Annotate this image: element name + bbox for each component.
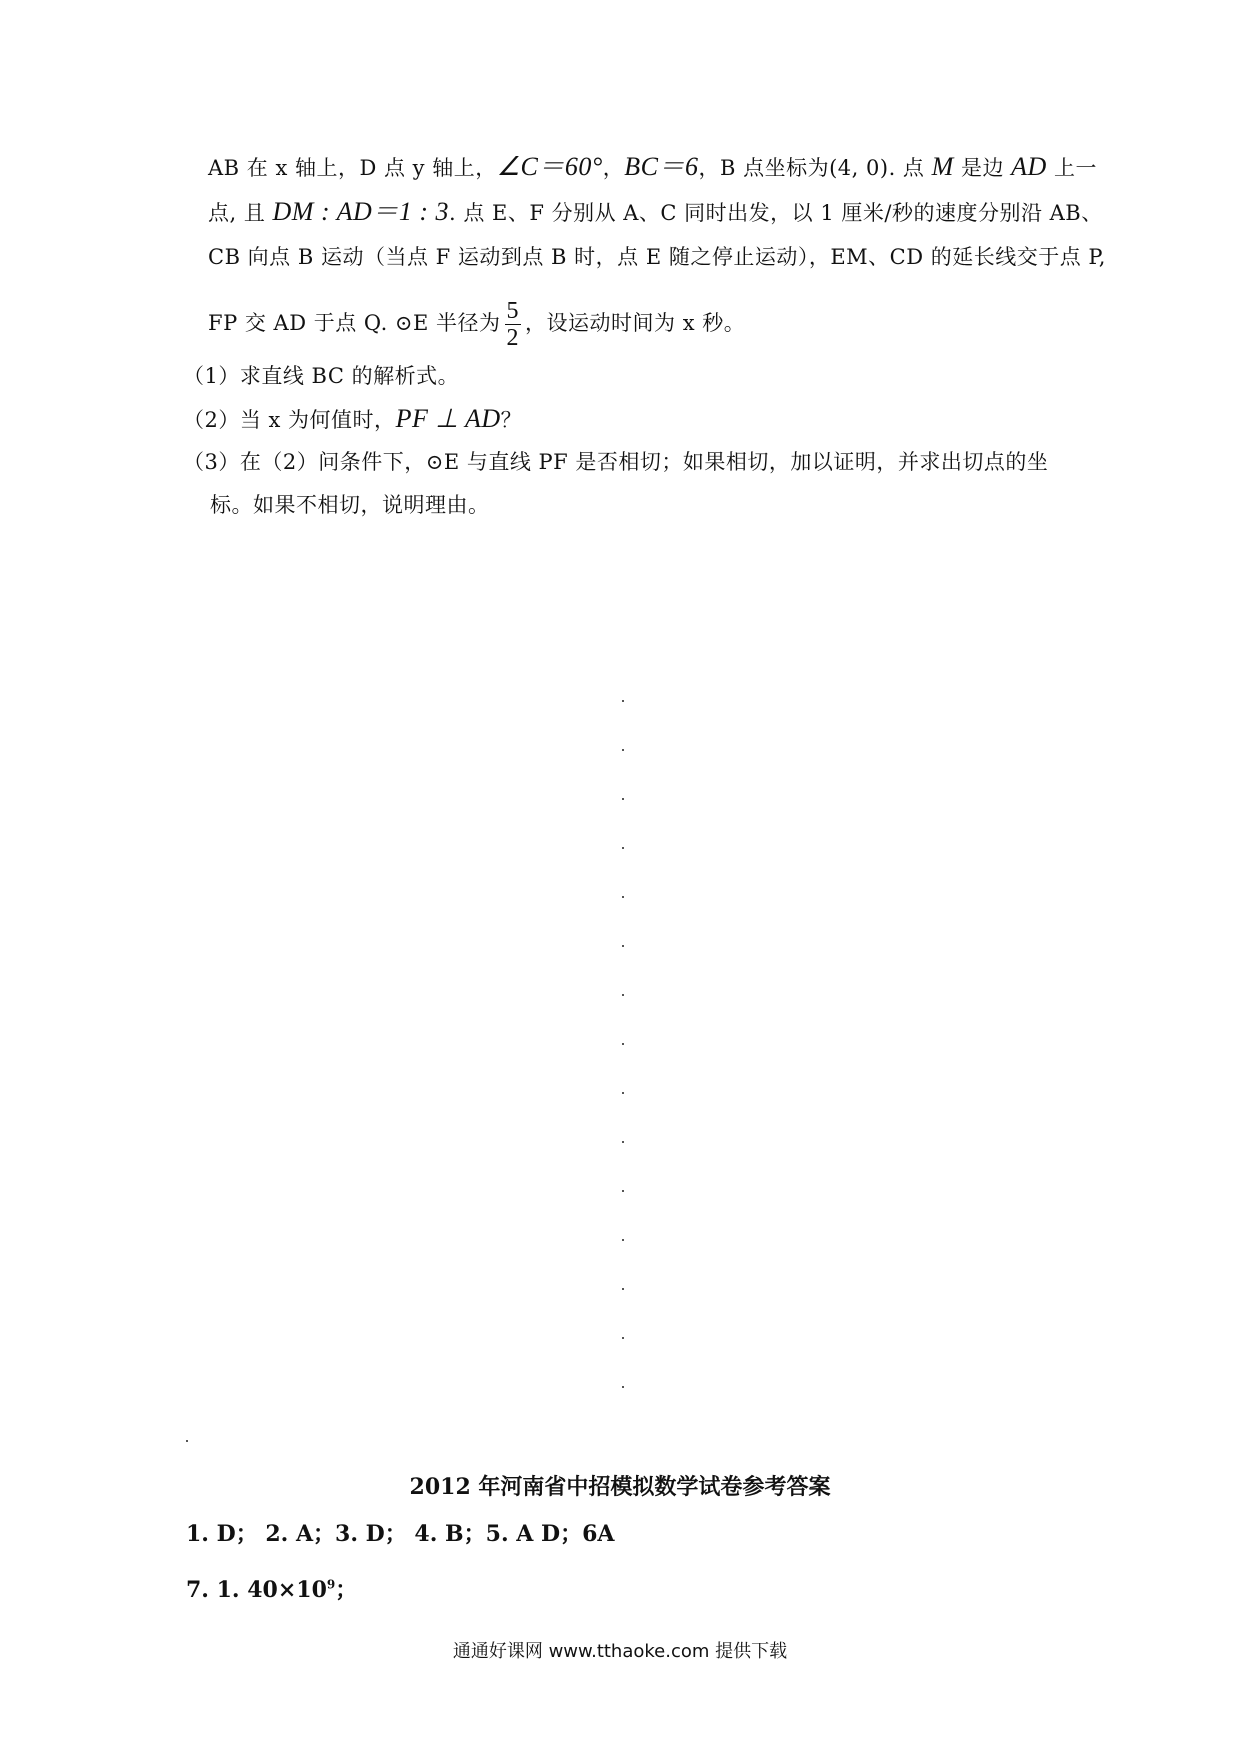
divider-dot xyxy=(622,1190,624,1192)
text: 7. 1. 40×10 xyxy=(186,1577,327,1603)
fraction xyxy=(505,298,522,351)
divider-dot xyxy=(622,798,624,800)
divider-dot xyxy=(622,847,624,849)
text: ，设运动时间为 x 秒。 xyxy=(525,311,746,335)
text: （2）当 x 为何值时， xyxy=(183,408,396,432)
question-1: （1）求直线 BC 的解析式。 xyxy=(183,364,460,388)
divider-dot xyxy=(622,1288,624,1290)
math-bc: BC＝6 xyxy=(624,152,699,181)
problem-line-4 xyxy=(208,298,745,351)
answer-row-2 xyxy=(186,1573,357,1604)
divider-dot xyxy=(622,1386,624,1388)
math-angle-c: ∠C＝60° xyxy=(496,152,603,181)
fraction-numerator: 5 xyxy=(506,298,520,324)
text: AB 在 x 轴上，D 点 y 轴上， xyxy=(208,156,497,180)
stray-mark xyxy=(186,1440,188,1442)
math-ratio: DM : AD＝1 : 3 xyxy=(272,197,449,226)
text: ，B 点坐标为(4, 0). 点 xyxy=(698,156,932,180)
text: FP 交 AD 于点 Q. ⊙E 半径为 xyxy=(208,311,501,335)
text: ， xyxy=(602,156,625,180)
text: ； xyxy=(335,1577,358,1603)
answer-row-1: 1. D； 2. A；3. D； 4. B；5. A D；6A xyxy=(186,1521,615,1547)
text: 是边 xyxy=(953,156,1012,180)
footer-credit: 通通好课网 www.tthaoke.com 提供下载 xyxy=(452,1641,788,1662)
divider-dot xyxy=(622,1239,624,1241)
problem-line-3: CB 向点 B 运动（当点 F 运动到点 B 时，点 E 随之停止运动），EM、CD 的延长线交于点 P, xyxy=(208,245,1106,269)
question-3-line-2: 标。如果不相切，说明理由。 xyxy=(210,493,490,517)
answer-key-title: 2012 年河南省中招模拟数学试卷参考答案 xyxy=(409,1474,831,1500)
text: 点, 且 xyxy=(208,201,273,225)
divider-dot xyxy=(622,1043,624,1045)
divider-dot xyxy=(622,1092,624,1094)
divider-dot xyxy=(622,1141,624,1143)
text: . 点 E、F 分别从 A、C 同时出发，以 1 厘米/秒的速度分别沿 AB、 xyxy=(448,201,1103,225)
divider-dot xyxy=(622,945,624,947)
divider-dot xyxy=(622,749,624,751)
math-m: M xyxy=(931,152,954,181)
text: 上一 xyxy=(1046,156,1097,180)
divider-dot xyxy=(622,994,624,996)
divider-dot xyxy=(622,1337,624,1339)
fraction-denominator: 2 xyxy=(506,325,520,351)
dotted-divider xyxy=(622,700,625,1400)
divider-dot xyxy=(622,700,624,702)
problem-line-1 xyxy=(208,152,1097,183)
problem-line-2 xyxy=(208,197,1103,228)
question-3-line-1: （3）在（2）问条件下，⊙E 与直线 PF 是否相切；如果相切，加以证明，并求出切点的坐 xyxy=(183,450,1049,474)
divider-dot xyxy=(622,896,624,898)
text: ？ xyxy=(500,408,523,432)
question-2 xyxy=(183,404,522,435)
math-ad: AD xyxy=(1011,152,1047,181)
exponent: 9 xyxy=(326,1577,336,1592)
math-pf-perp-ad: PF ⊥ AD xyxy=(395,404,501,433)
